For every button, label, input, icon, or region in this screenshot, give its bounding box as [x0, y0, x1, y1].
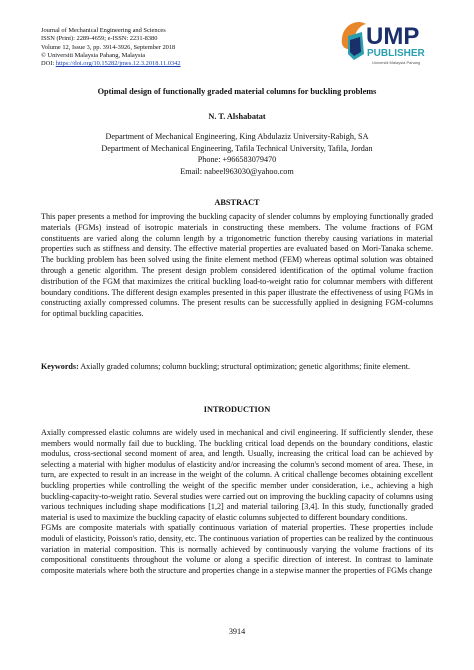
author-email: Email: nabeel963030@yahoo.com — [180, 166, 294, 176]
journal-name: Journal of Mechanical Engineering and Sciences — [41, 27, 166, 34]
introduction-heading: INTRODUCTION — [203, 405, 271, 414]
intro-paragraph: Axially compressed elastic columns are widely used in mechanical and civil engineering. If sufficiently slender, these members would normally fail due to buckling. The buckling critical load depends on the boundary conditions, elastic modulus, cross-sectional second moment of area, and length. Usually, increasing the critical load can be achieved by selecting a material with higher modulus of elasticity and/or increasing the column's second moment of area. These, in turn, are expected to result in an increase in the weight of the column. A critical challenge becomes obtaining excellent buckling properties while controlling the weight of the specific member under consideration, i.e., achieving a high buckling-capacity-to-weight ratio. Several studies were carried out on improving the buckling capacity of columns using various techniques including shape modifications [1,2] and material tailoring [3,4]. In this study, functionally graded material is used to maximize the buckling capacity of elastic columns subjected to different boundary conditions. — [41, 428, 433, 522]
paper-title: Optimal design of functionally graded material columns for buckling problems — [97, 87, 377, 96]
affiliation-line: Department of Mechanical Engineering, King Abdulaziz University-Rabigh, SA — [105, 132, 369, 141]
keywords-text: Axially graded columns; column buckling; structural optimization; genetic algorithms; finite element. — [78, 362, 411, 371]
journal-volume: Volume 12, Issue 3, pp. 3914-3926, September 2018 — [41, 43, 176, 51]
author-affiliation — [20, 131, 454, 177]
author-phone: Phone: +966583079470 — [197, 155, 277, 164]
doi-label: DOI: — [41, 60, 55, 68]
journal-issn: ISSN (Print): 2289-4659; e-ISSN: 2231-8380 — [41, 35, 158, 43]
abstract-text: This paper presents a method for improving the buckling capacity of slender columns by employing functionally graded materials (FGMs) instead of isotropic materials in constructing these members. The volume fractions of FGM constituents are varied along the column length by a trigonometric function thereby causing variations in material properties such as stiffness and density. The effective material properties are evaluated based on Mori-Tanaka scheme. The buckling problem has been solved using the finite element method (FEM) whereas optimal solution was obtained through a genetic algorithm. The present design problem considered identification of the optimal volume fraction distribution of the FGM that maximizes the critical buckling load-to-weight ratio for columnar members with different boundary conditions. The different design examples presented in this paper illustrate the effectiveness of using FGMs in constructing axially compressed columns. The present results can be successfully applied in designing FGM-columns for optimal buckling capacities. — [41, 212, 433, 319]
logo-tagline: Universiti Malaysia Pahang — [372, 60, 421, 65]
journal-doi — [41, 60, 331, 68]
affiliation-line: Department of Mechanical Engineering, Tafila Technical University, Tafila, Jordan — [101, 143, 373, 153]
journal-copyright: © Universiti Malaysia Pahang, Malaysia — [41, 51, 146, 59]
intro-paragraph: FGMs are composite materials with spatially continuous variation of material properties. These properties include moduli of elasticity, Poisson's ratio, density, etc. The continuous variation of properties can be realized by the continuous variation in material composition. This is normally achieved by continuously varying the volume fractions of its compositional constituents throughout the volume or along a specific direction of interest. In contrast to laminate composite materials where both the structure and properties change in a stepwise manner the properties of FGMs change — [41, 523, 433, 575]
abstract-heading: ABSTRACT — [214, 198, 260, 207]
keywords-label: Keywords: — [41, 362, 79, 371]
keywords — [41, 362, 433, 373]
logo-sub: PUBLISHER — [367, 48, 425, 59]
logo-brand: UMP — [366, 23, 420, 50]
journal-info — [41, 27, 331, 68]
ump-publisher-logo — [336, 14, 440, 70]
paper-author: N. T. Alshabatat — [208, 112, 266, 121]
introduction-body — [41, 428, 433, 576]
doi-link[interactable]: https://doi.org/10.15282/jmes.12.3.2018.11.0342 — [55, 60, 181, 68]
page-number: 3914 — [228, 627, 246, 636]
